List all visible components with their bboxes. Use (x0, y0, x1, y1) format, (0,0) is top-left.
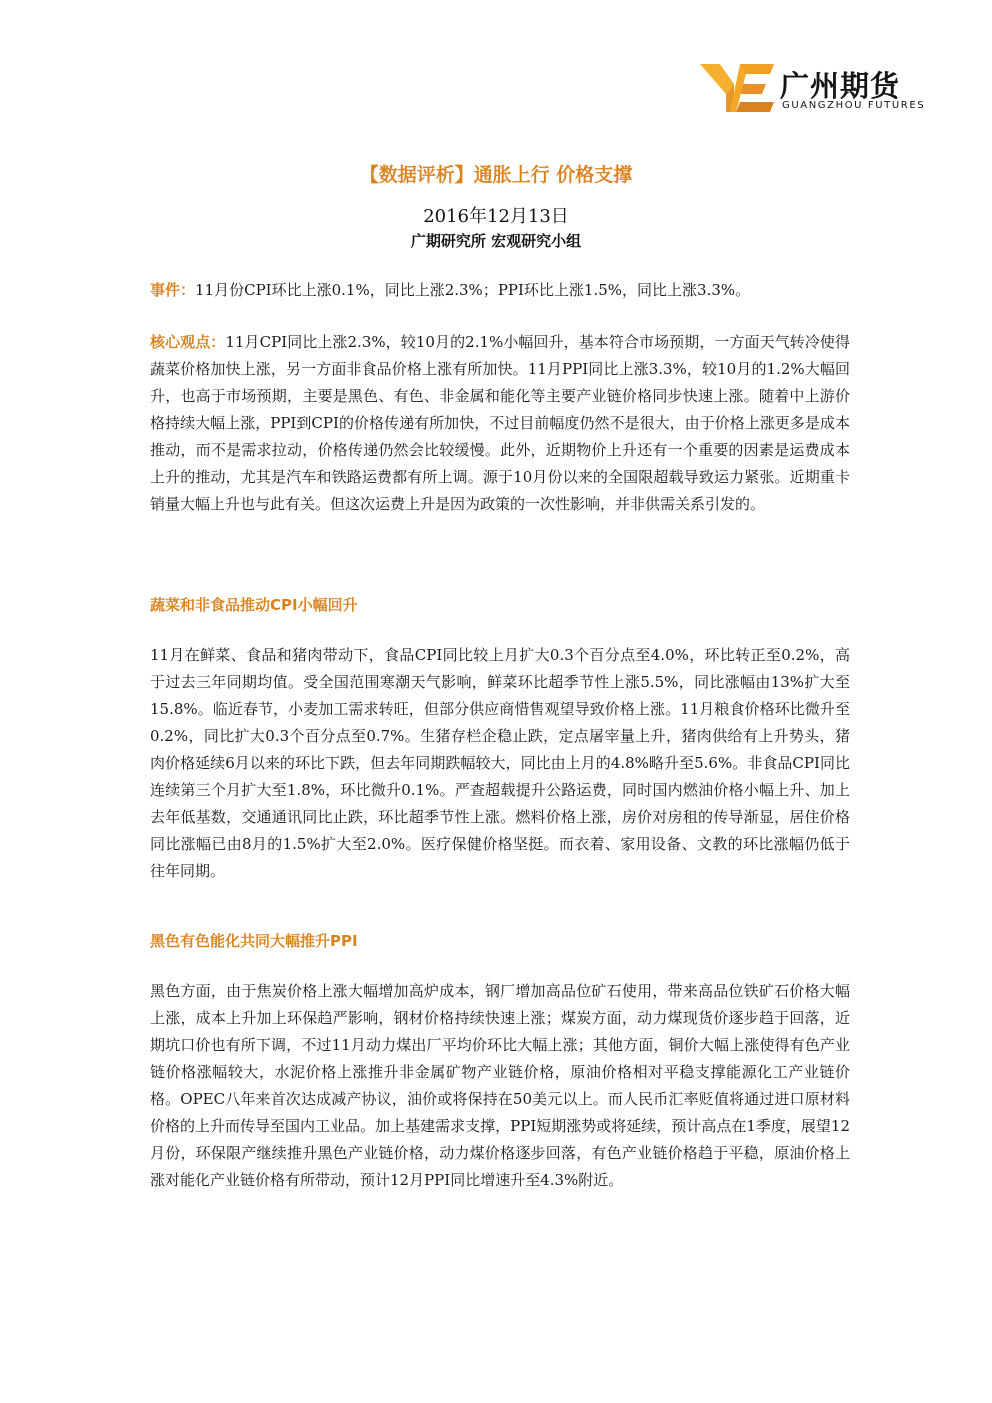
logo-name-en: GUANGZHOU FUTURES (782, 100, 926, 111)
section-heading-ppi: 黑色有色能化共同大幅推升PPI (150, 932, 358, 950)
event-text: 11月份CPI环比上涨0.1%，同比上涨2.3%；PPI环比上涨1.5%，同比上涨3.3%。 (195, 281, 751, 299)
section-body-cpi: 11月在鲜菜、食品和猪肉带动下，食品CPI同比较上月扩大0.3个百分点至4.0%，环比转正至0.2%，高于过去三年同期均值。受全国范围寒潮天气影响，鲜菜环比超季节性上涨5.5%，同比涨幅由13%扩大至15.8%。临近春节，小麦加工需求转旺，但部分供应商惜售观望导致价格上涨。11月粮食价格环比微升至0.2%，同比扩大0.3个百分点至0.7%。生猪存栏企稳止跌，定点屠宰量上升，猪肉供给有上升势头，猪肉价格延续6月以来的环比下跌，但去年同期跌幅较大，同比由上月的4.8%略升至5.6%。非食品CPI同比连续第三个月扩大至1.8%，环比微升0.1%。严查超载提升公路运费，同时国内燃油价格小幅上升、加上去年低基数，交通通讯同比止跌，环比超季节性上涨。燃料价格上涨，房价对房租的传导渐显，居住价格同比涨幅已由8月的1.5%扩大至2.0%。医疗保健价格坚挺。而衣着、家用设备、文教的环比涨幅仍低于往年同期。 (150, 646, 850, 880)
report-title: 【数据评析】通胀上行 价格支撑 (359, 164, 633, 186)
report-authors: 广期研究所 宏观研究小组 (410, 232, 582, 250)
logo-name-cn: 广州期货 (780, 69, 901, 103)
core-view-paragraph (150, 329, 850, 518)
section-body-ppi: 黑色方面，由于焦炭价格上涨大幅增加高炉成本，钢厂增加高品位矿石使用，带来高品位铁矿石价格大幅上涨，成本上升加上环保趋严影响，钢材价格持续快速上涨；煤炭方面，动力煤现货价逐步趋于回落，近期坑口价也有所下调，不过11月动力煤出厂平均价环比大幅上涨；其他方面，铜价大幅上涨使得有色产业链价格涨幅较大，水泥价格上涨推升非金属矿物产业链价格，原油价格相对平稳支撑能源化工产业链价格。OPEC八年来首次达成减产协议，油价或将保持在50美元以上。而人民币汇率贬值将通过进口原材料价格的上升而传导至国内工业品。加上基建需求支撑，PPI短期涨势或将延续，预计高点在1季度，展望12月份，环保限产继续推升黑色产业链价格，动力煤价格逐步回落，有色产业链价格趋于平稳，原油价格上涨对能化产业链价格有所带动，预计12月PPI同比增速升至4.3%附近。 (150, 982, 850, 1189)
event-label: 事件： (150, 281, 196, 299)
report-date: 2016年12月13日 (423, 206, 569, 227)
company-logo (700, 62, 925, 118)
gzf-logo-icon (700, 62, 776, 114)
core-view-label: 核心观点： (150, 333, 226, 351)
section-heading-cpi: 蔬菜和非食品推动CPI小幅回升 (150, 596, 358, 614)
event-paragraph (150, 277, 850, 304)
core-view-text: 11月CPI同比上涨2.3%，较10月的2.1%小幅回升，基本符合市场预期，一方面天气转冷使得蔬菜价格加快上涨，另一方面非食品价格上涨有所加快。11月PPI同比上涨3.3%，较10月的1.2%大幅回升，也高于市场预期，主要是黑色、有色、非金属和能化等主要产业链价格同步快速上涨。随着中上游价格持续大幅上涨，PPI到CPI的价格传递有所加快，不过目前幅度仍然不是很大，由于价格上涨更多是成本推动，而不是需求拉动，价格传递仍然会比较缓慢。此外，近期物价上升还有一个重要的因素是运费成本上升的推动，尤其是汽车和铁路运费都有所上调。源于10月份以来的全国限超载导致运力紧张。近期重卡销量大幅上升也与此有关。但这次运费上升是因为政策的一次性影响，并非供需关系引发的。 (150, 333, 850, 513)
